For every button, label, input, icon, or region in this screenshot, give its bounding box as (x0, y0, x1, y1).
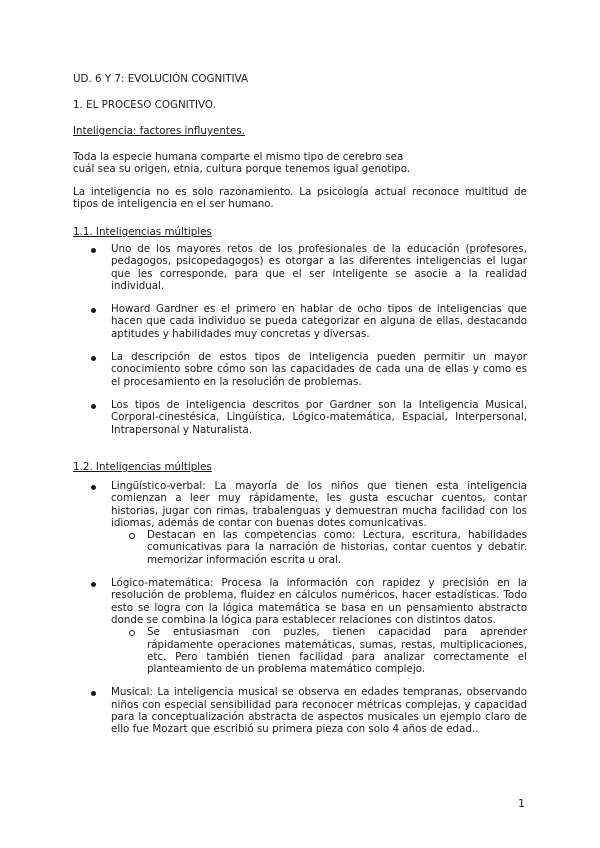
list-item (88, 686, 527, 735)
list-item (88, 399, 527, 436)
bullet-text: Lingüístico-verbal: La mayoría de los niños que tienen esta inteligencia comienzan a leer muy rápidamente, les gusta escuchar cuentos, contar historias, jugar con rimas, trabalenguas y demuestran mucha facilidad con los idiomas, además de contar con buenas dotes comunicativas. (111, 480, 527, 529)
unit-title: UD. 6 Y 7: EVOLUCIÓN COGNITIVA (73, 73, 249, 85)
sub-bullet-text: Se entusiasman con puzles, tienen capacidad para aprender rápidamente operaciones matemáticas, sumas, restas, multiplicaciones, etc. Pero también tienen facilidad para analizar correctamente el planteamiento de un problema matemático complejo. (147, 626, 527, 676)
section-1-1-list (88, 243, 527, 436)
section-1-2-list (88, 480, 527, 736)
sub-list (111, 626, 527, 675)
bullet-icon (91, 308, 96, 313)
bullet-text: Uno de los mayores retos de los profesionales de la educación (profesores, pedagogos, psicopedagogos) es otorgar a las diferentes inteligencias el lugar que les corresponde, para que el ser inteligente se asocie a la realidad individual. (111, 243, 527, 292)
list-item (88, 243, 527, 292)
sub-bullet-text: Destacan en las competencias como: Lectura, escritura, habilidades comunicativas para la narración de historias, contar cuentos y debatir. memorizar información escrita u oral. (147, 529, 527, 566)
bullet-text: La descripción de estos tipos de inteligencia pueden permitir un mayor conocimiento sobre cómo son las capacidades de cada una de ellas y como es el procesamiento en la resolución de problemas. (111, 351, 527, 388)
circle-bullet-icon (129, 630, 135, 636)
sub-list (111, 529, 527, 566)
bullet-icon (91, 485, 96, 490)
subtitle: Inteligencia: factores influyentes. (73, 125, 245, 137)
sub-list-item (111, 626, 527, 675)
list-item (88, 351, 527, 388)
list-item (88, 303, 527, 340)
section-1-1-heading: 1.1. Inteligencias múltiples (73, 226, 212, 238)
bullet-text: Lógico-matemática: Procesa la información con rapidez y precisión en la resolución de problema, fluidez en cálculos numéricos, hacer estadísticas. Todo esto se logra con la lógica matemática se basa en un pensamiento abstracto donde se combina la lógica para establecer relaciones con distintos datos. (111, 577, 527, 626)
circle-bullet-icon (129, 533, 135, 539)
bullet-icon (91, 404, 96, 409)
bullet-icon (91, 582, 96, 587)
list-item (88, 480, 527, 566)
bullet-text: Los tipos de inteligencia descritos por Gardner son la Inteligencia Musical, Corporal-cinestésica, Lingüística, Lógico-matemática, Espacial, Interpersonal, Intrapersonal y Naturalista. (111, 398, 527, 436)
bullet-text: Howard Gardner es el primero en hablar de ocho tipos de inteligencias que hacen que cada individuo se pueda categorizar en alguna de ellas, destacando aptitudes y habilidades muy concretas y diversas. (111, 303, 527, 340)
intro-line-1: Toda la especie humana comparte el mismo tipo de cerebro sea (73, 151, 404, 163)
bullet-icon (91, 248, 96, 253)
sub-list-item (111, 529, 527, 566)
intro-paragraph: La inteligencia no es solo razonamiento. La psicología actual reconoce multitud de tipos de inteligencia en el ser humano. (73, 186, 527, 211)
page-number: 1 (518, 797, 525, 810)
bullet-icon (91, 691, 96, 696)
section-1-2-heading: 1.2. Inteligencias múltiples (73, 461, 212, 473)
intro-line-2: cuál sea su origen, etnia, cultura porque tenemos igual genotipo. (73, 163, 411, 175)
bullet-text: Musical: La inteligencia musical se observa en edades tempranas, observando niños con especial sensibilidad para reconocer métricas complejas, y capacidad para la conceptualización abstracta de aspectos musicales un ejemplo claro de ello fue Mozart que escribió su primera pieza con solo 4 años de edad.. (111, 686, 527, 736)
list-item (88, 577, 527, 675)
section-title: 1. EL PROCESO COGNITIVO. (73, 99, 216, 111)
bullet-icon (91, 356, 96, 361)
